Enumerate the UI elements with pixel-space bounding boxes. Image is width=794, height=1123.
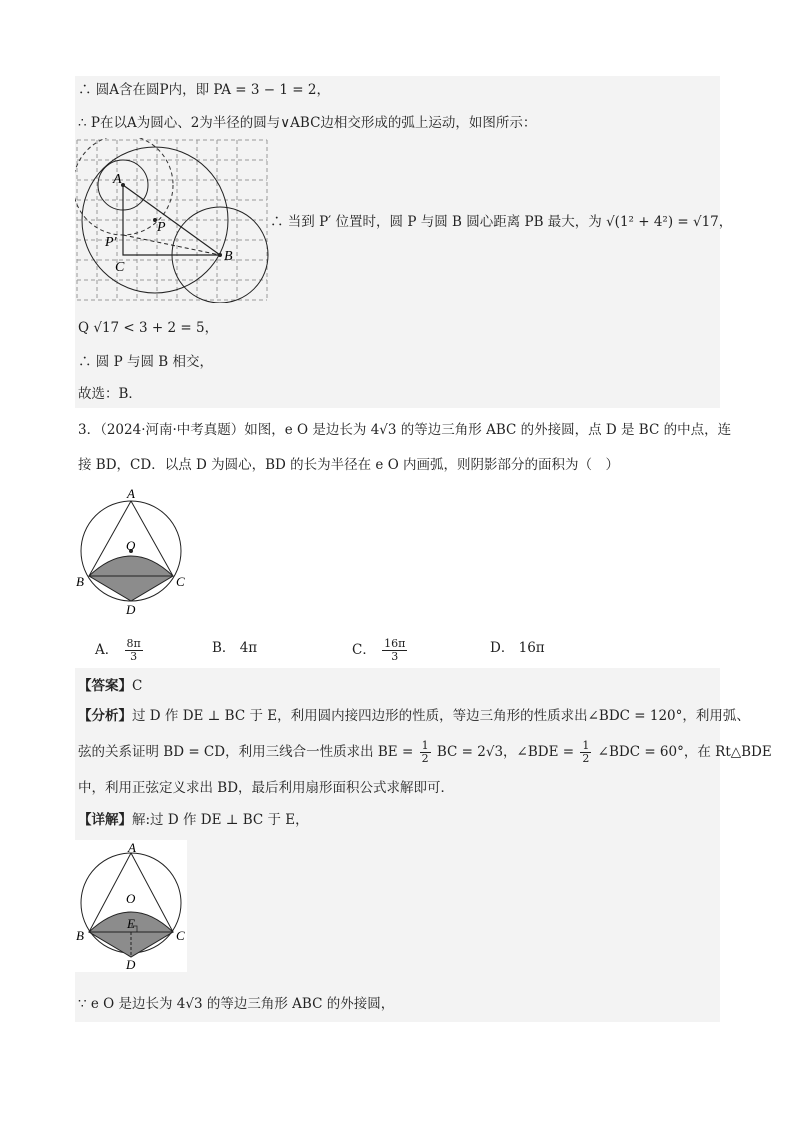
label-o: O bbox=[126, 538, 136, 553]
solution-line: 故选：B． bbox=[78, 386, 142, 402]
label-c: C bbox=[176, 928, 185, 943]
label-b: B bbox=[76, 928, 84, 943]
choice-b[interactable] bbox=[212, 638, 257, 658]
figure1-caption: ∴ 当到 P′ 位置时，圆 P 与圆 B 圆心距离 PB 最大，为 √(1² + 4²) = √17， bbox=[270, 214, 733, 230]
choice-letter: D． bbox=[490, 640, 515, 656]
figure-triangle-circle bbox=[74, 488, 192, 616]
label-c: C bbox=[176, 574, 185, 589]
detail-line: ∵ e O 是边长为 4√3 的等边三角形 ABC 的外接圆， bbox=[78, 996, 395, 1012]
label-a: A bbox=[113, 172, 122, 187]
label-b: B bbox=[224, 249, 233, 264]
choice-text: 4π bbox=[239, 640, 258, 656]
figure-triangle-circle-e bbox=[75, 840, 187, 972]
choice-letter: B． bbox=[212, 640, 236, 656]
fraction-half: $\frac{1}{2}$ bbox=[582, 739, 590, 765]
choice-text: 16π bbox=[518, 640, 545, 656]
choice-letter: A． bbox=[95, 642, 119, 658]
label-a: A bbox=[128, 840, 136, 855]
question-text: 3．（2024·河南·中考真题）如图，e O 是边长为 4√3 的等边三角形 ABC 的外接圆，点 D 是 BC 的中点，连 bbox=[78, 422, 732, 438]
detail-label: 【详解】 bbox=[78, 812, 132, 828]
label-b: B bbox=[76, 574, 84, 589]
analysis-label: 【分析】 bbox=[78, 708, 132, 724]
analysis-line: 【分析】过 D 作 DE ⊥ BC 于 E，利用圆内接四边形的性质，等边三角形的性质求出∠BDC = 120°，利用弧、 bbox=[78, 708, 750, 724]
choice-c[interactable] bbox=[352, 638, 409, 663]
answer-label: 【答案】 bbox=[78, 678, 132, 694]
choice-fraction: $\frac{8\pi}{3}$ bbox=[126, 637, 141, 663]
choice-letter: C． bbox=[352, 642, 376, 658]
label-c: C bbox=[115, 260, 125, 275]
answer-line bbox=[78, 676, 142, 696]
question-text: 接 BD，CD．以点 D 为圆心，BD 的长为半径在 e O 内画弧，则阴影部分的面积为（ ） bbox=[78, 457, 620, 473]
label-p: P bbox=[157, 220, 166, 235]
label-d: D bbox=[126, 957, 136, 972]
label-o: O bbox=[126, 891, 136, 906]
label-a: A bbox=[127, 488, 135, 501]
analysis-line: 弦的关系证明 BD = CD，利用三线合一性质求出 BE = $\frac{1}{2}$ BC = 2√3，∠BDE = $\frac{1}{2}$ ∠BDC = 60°，在 Rt△BDE bbox=[78, 739, 772, 765]
choice-fraction: $\frac{16\pi}{3}$ bbox=[384, 637, 406, 663]
choice-d[interactable] bbox=[490, 638, 545, 658]
solution-line: ∴ 圆 P 与圆 B 相交， bbox=[78, 354, 213, 370]
fraction-half: $\frac{1}{2}$ bbox=[421, 739, 429, 765]
label-d: D bbox=[126, 602, 136, 616]
analysis-line: 中，利用正弦定义求出 BD，最后利用扇形面积公式求解即可． bbox=[78, 780, 455, 796]
solution-line: Q √17 < 3 + 2 = 5， bbox=[78, 320, 219, 336]
answer-value: C bbox=[132, 678, 143, 694]
solution-line: ∴ 圆A含在圆P内，即 PA = 3 − 1 = 2， bbox=[78, 82, 330, 98]
choice-a[interactable] bbox=[95, 638, 145, 663]
solution-line: ∴ P在以A为圆心、2为半径的圆与∨ABC边相交形成的弧上运动，如图所示： bbox=[78, 115, 537, 131]
figure-circles-grid bbox=[75, 138, 270, 303]
detail-line: 【详解】解:过 D 作 DE ⊥ BC 于 E， bbox=[78, 812, 309, 828]
label-p-prime: P′ bbox=[105, 235, 117, 250]
label-e: E bbox=[127, 916, 135, 931]
